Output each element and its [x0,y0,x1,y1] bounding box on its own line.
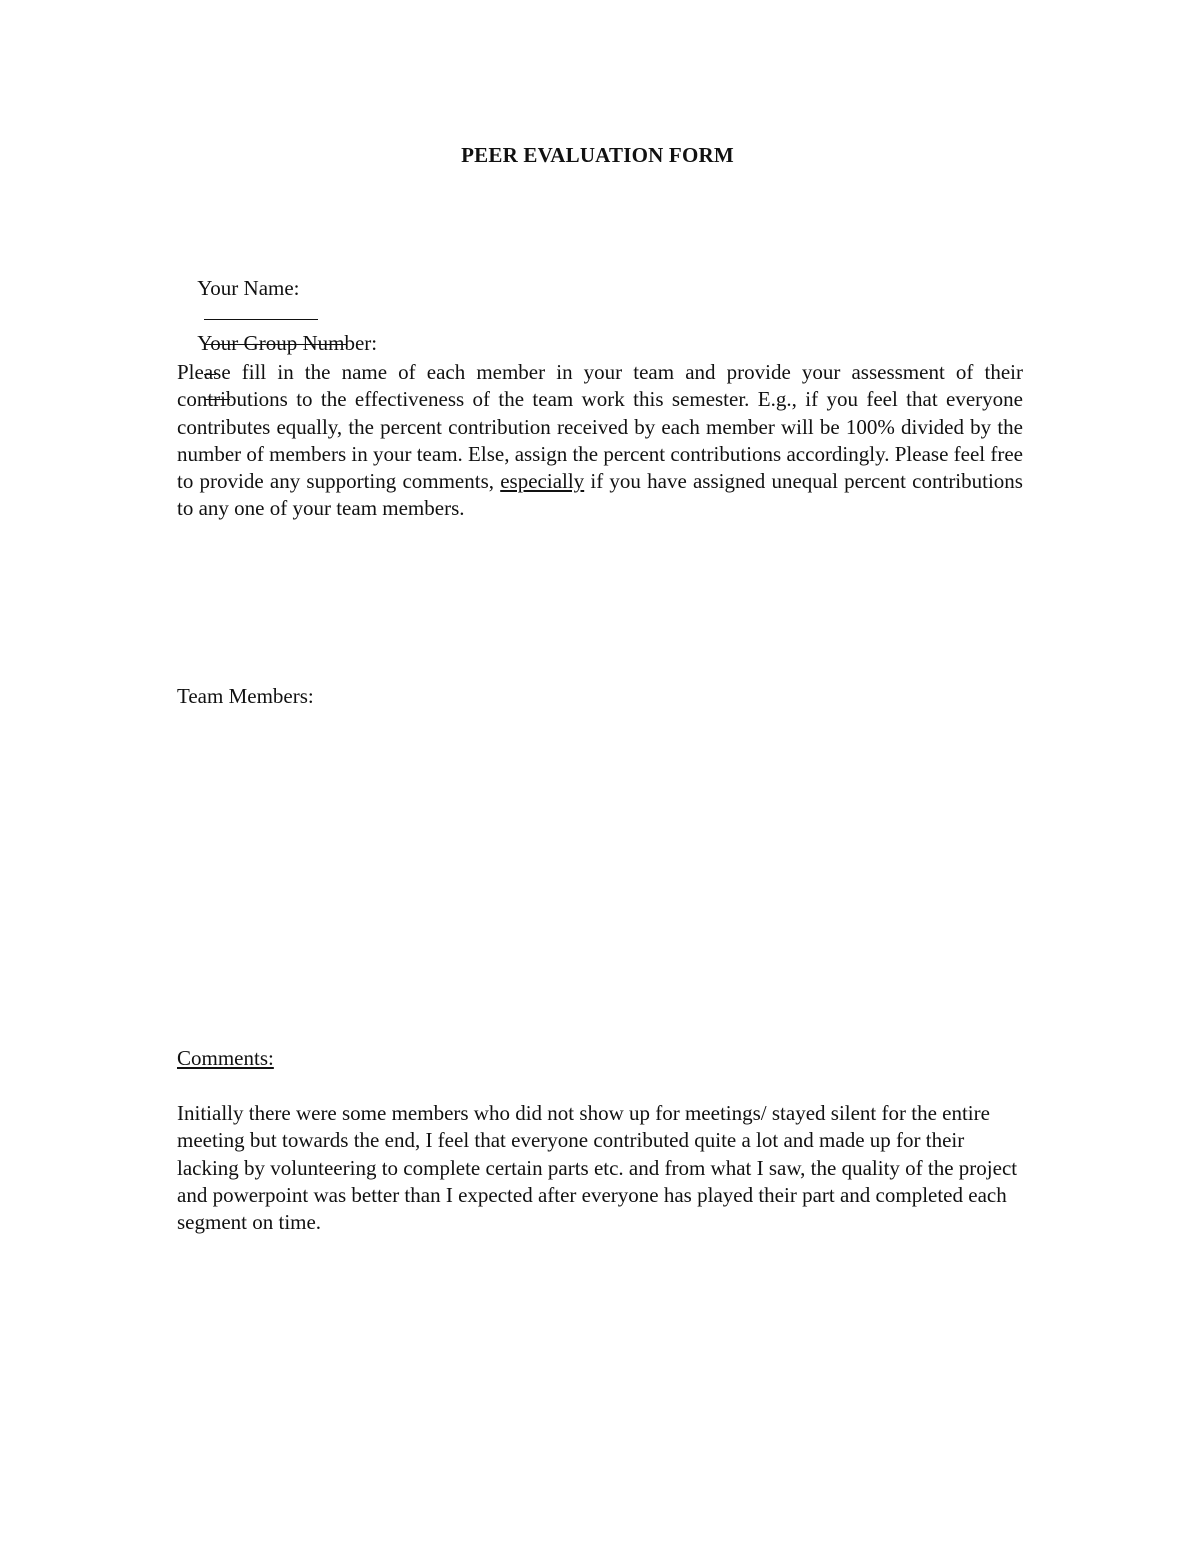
group-number-label: Your Group Number: [197,331,378,355]
page-title: PEER EVALUATION FORM [461,143,734,167]
comments-label: Comments: [177,1046,274,1070]
instructions-emphasis: especially [500,469,585,494]
instructions-text-end: if you have assigned unequal percent contributions to any one of your team members. [177,469,1023,521]
team-members-label: Team Members: [177,684,314,708]
instructions-text: Please fill in the name of each member in your team and provide your assessment of their contributions to the effectiveness of the team work this semester. E.g., if you feel that everyone contributes equally, the percent contribution received by each member will be 100% divided by the number of members in your team. Else, assign the percent contributions accordingly. Please feel free to provide any supporting comments, [177,360,1023,494]
instructions-paragraph [177,359,1023,523]
name-field-label: Your Name: [197,276,300,300]
comments-body: Initially there were some members who did not show up for meetings/ stayed silent for the entire meeting but towards the end, I feel that everyone contributed quite a lot and made up for their lacking by volunteering to complete certain parts etc. and from what I saw, the quality of the project and powerpoint was better than I expected after everyone has played their part and completed each segment on time. [177,1101,1018,1235]
